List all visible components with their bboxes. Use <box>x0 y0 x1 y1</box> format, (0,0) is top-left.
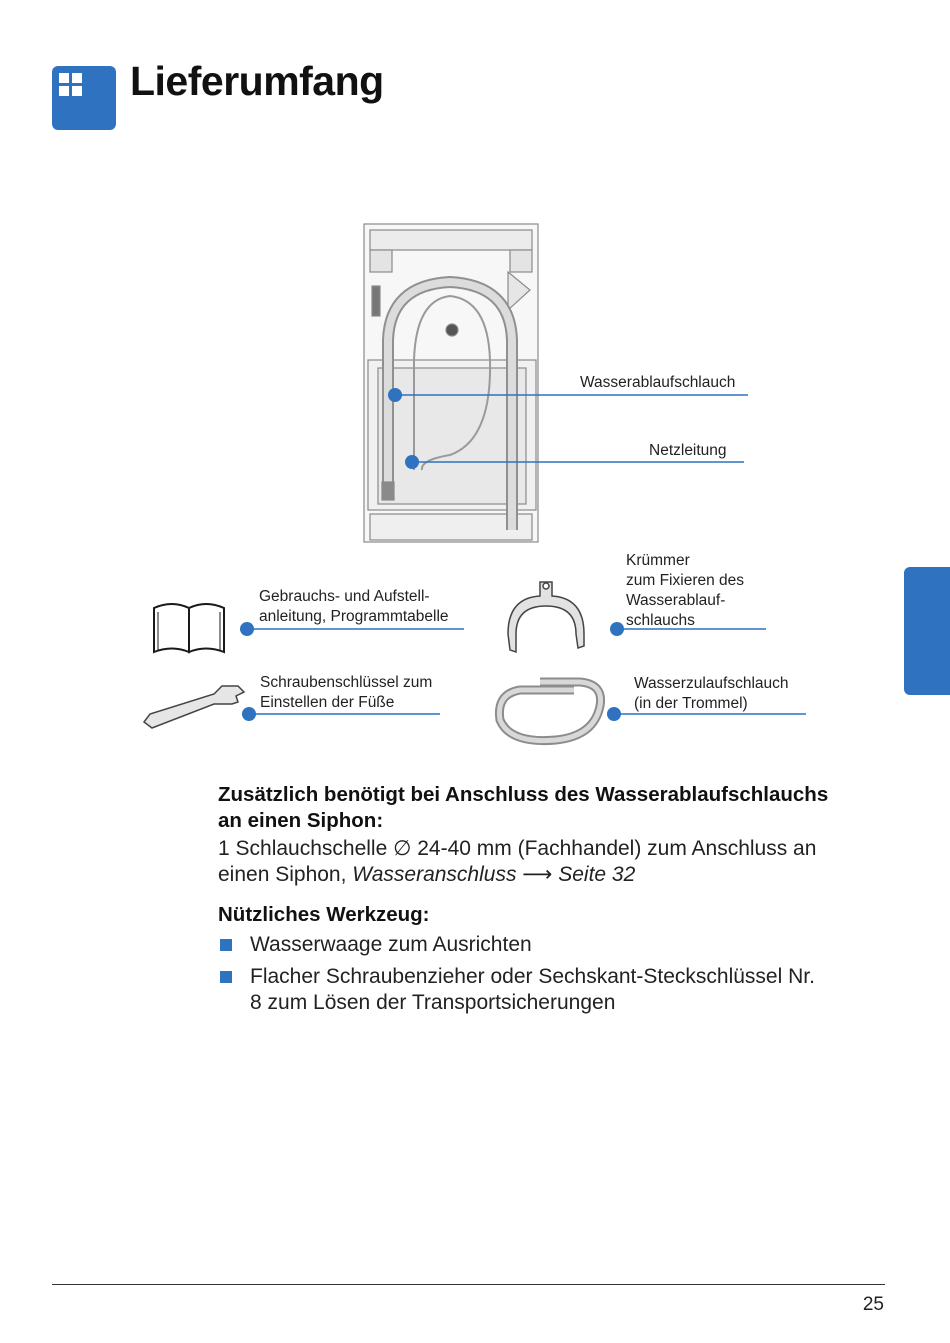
label-inlet-hose: Wasserzulaufschlauch (in der Trommel) <box>634 675 789 712</box>
tools-heading: Nützliches Werkzeug: <box>218 903 430 926</box>
additional-heading: Zusätzlich benötigt bei Anschluss des Wasserablaufschlauchs an einen Siphon: <box>218 783 829 832</box>
page-title: Lieferumfang <box>130 58 384 104</box>
callout-dot-spanner <box>242 707 256 721</box>
callout-dot-manual <box>240 622 254 636</box>
page-number: 25 <box>862 1294 884 1315</box>
callout-dot-hose-bracket <box>610 622 624 636</box>
callout-dot-drain-hose <box>388 388 402 402</box>
spanner-icon <box>144 686 244 728</box>
label-power-cable: Netzleitung <box>649 442 727 459</box>
bullet-square-icon <box>220 939 232 951</box>
cross-reference-link: Wasseranschluss ⟶ Seite 32 <box>352 863 636 886</box>
label-hose-bracket: Krümmer zum Fixieren des Wasserablauf- schlauchs <box>626 552 745 629</box>
label-manual: Gebrauchs- und Aufstell- anleitung, Programmtabelle <box>259 588 449 625</box>
inlet-hose-icon <box>499 682 600 741</box>
additional-text: 1 Schlauchschelle ∅ 24-40 mm (Fachhandel) zum Anschluss an einen Siphon, Wasseranschluss ⟶ Seite 32 <box>218 837 817 886</box>
label-spanner: Schraubenschlüssel zum Einstellen der Füße <box>260 674 433 711</box>
callout-dot-power-cable <box>405 455 419 469</box>
label-drain-hose: Wasserablaufschlauch <box>580 374 736 391</box>
bullet-square-icon <box>220 971 232 983</box>
hose-bracket-icon <box>508 582 584 652</box>
book-icon <box>154 604 224 652</box>
callout-dot-inlet-hose <box>607 707 621 721</box>
footer-divider <box>52 1284 885 1285</box>
list-item: Flacher Schraubenzieher oder Sechskant-Steckschlüssel Nr. 8 zum Lösen der Transportsicherungen <box>218 964 878 1016</box>
list-item: Wasserwaage zum Ausrichten <box>218 932 878 958</box>
washing-machine-illustration <box>364 224 538 542</box>
